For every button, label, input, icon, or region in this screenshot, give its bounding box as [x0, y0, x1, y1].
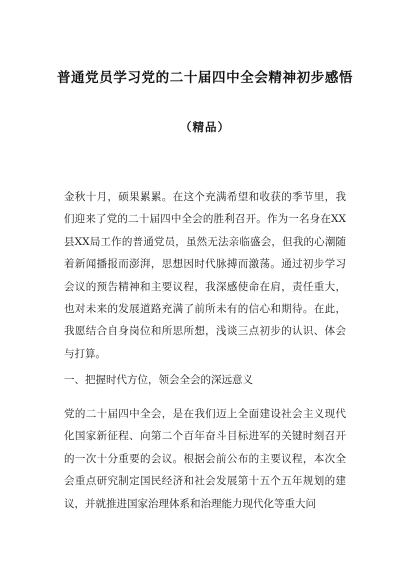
- body-paragraph: 党的二十届四中全会，是在我们迈上全面建设社会主义现代化国家新征程、向第二个百年奋斗目标进军的关键时刻召开的一次十分重要的会议。根据会前公布的主要议程，本次全会重点研究制定国民经济和社会发展第十五个五年规划的建议，并就推进国家治理体系和治理能力现代化等重大问: [64, 408, 346, 510]
- section-heading: 一、把握时代方位，领会全会的深远意义: [64, 374, 253, 386]
- body-paragraph: 金秋十月，硕果累累。在这个充满希望和收获的季节里，我们迎来了党的二十届四中全会的胜利召开。作为一名身在XX县XX局工作的普通党员，虽然无法亲临盛会，但我的心潮随着新闻播报而澎湃，思想因时代脉搏而激荡。通过初步学习会议的预告精神和主要议程，我深感使命在肩，责任重大，也对未来的发展道路充满了前所未有的信心和期待。在此，我愿结合自身岗位和所思所想，浅谈三点初步的认识、体会与打算。: [64, 191, 346, 360]
- document-title: 普通党员学习党的二十届四中全会精神初步感悟: [56, 70, 354, 86]
- document-subtitle: （精品）: [180, 120, 230, 134]
